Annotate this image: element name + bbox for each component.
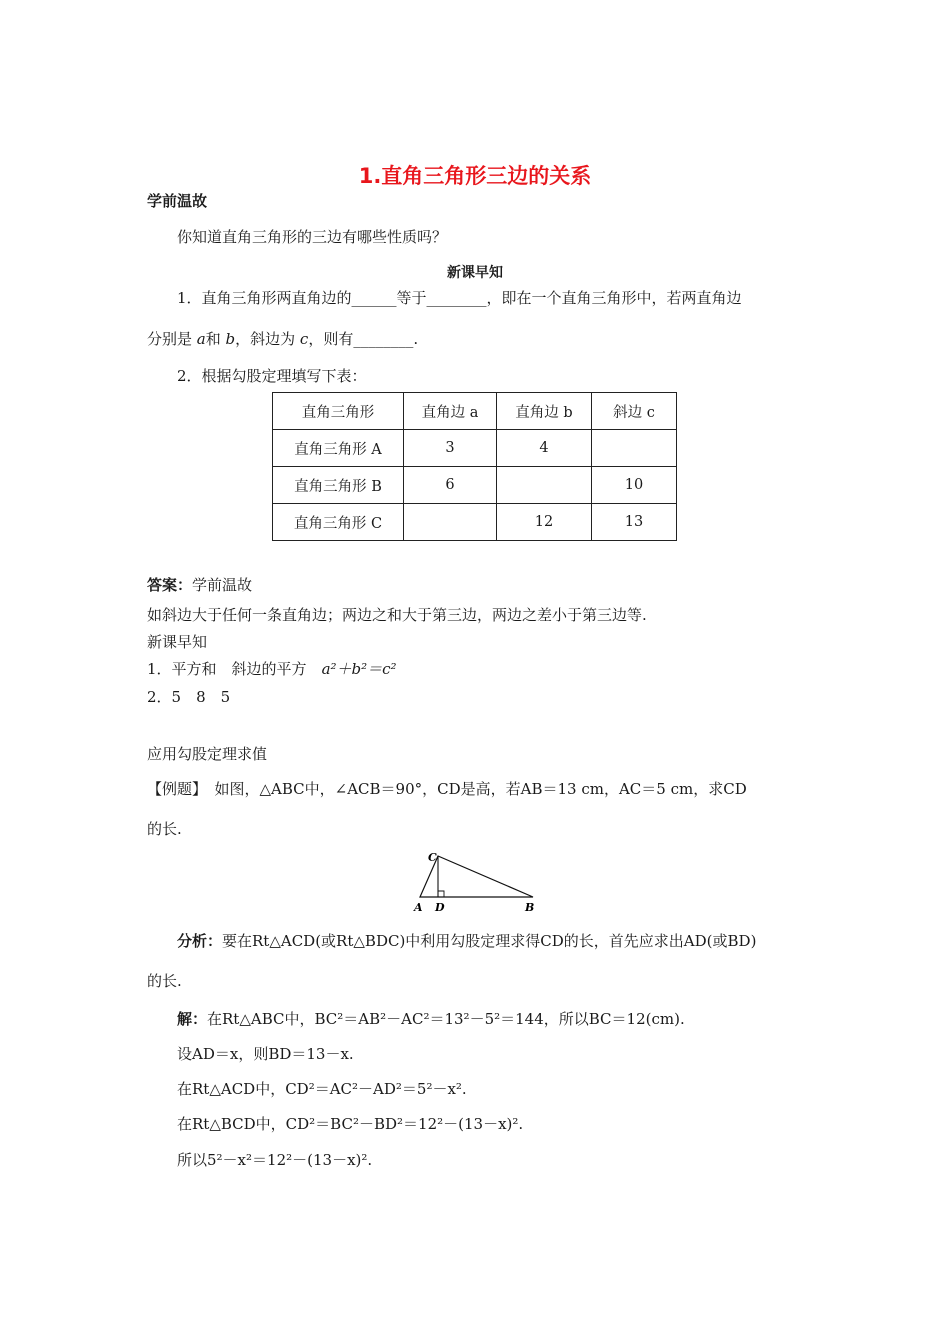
solution-line3: 在Rt△ACD中，CD²＝AC²－AD²＝5²－x².	[177, 1080, 467, 1098]
table-row	[273, 430, 677, 467]
solution-line4: 在Rt△BCD中，CD²＝BC²－BD²＝12²－(13－x)².	[177, 1115, 524, 1133]
label-a: A	[414, 901, 423, 914]
analysis-line1: 分析：要在Rt△ACD(或Rt△BDC)中利用勾股定理求得CD的长，首先应求出AD(或BD)	[177, 932, 757, 950]
table-header-row	[273, 393, 677, 430]
answers-line1: 如斜边大于任何一条直角边；两边之和大于第三边，两边之差小于第三边等.	[147, 606, 647, 624]
answers-line3: 1．平方和 斜边的平方 a²＋b²＝c²	[147, 660, 397, 678]
table-cell: 10	[592, 467, 677, 504]
answers-line2: 新课早知	[147, 633, 208, 651]
page-title: 1.直角三角形三边的关系	[358, 164, 592, 188]
table-header-cell: 斜边 c	[592, 393, 677, 430]
table-cell	[404, 504, 497, 541]
table-cell: 4	[497, 430, 592, 467]
table-cell: 3	[404, 430, 497, 467]
table-cell: 12	[497, 504, 592, 541]
answers-line4: 2．5 8 5	[147, 688, 231, 706]
table-header-cell: 直角边 b	[497, 393, 592, 430]
table-cell: 直角三角形 C	[273, 504, 404, 541]
table-cell: 直角三角形 B	[273, 467, 404, 504]
table-row	[273, 467, 677, 504]
solution-line1: 解：在Rt△ABC中，BC²＝AB²－AC²＝13²－5²＝144，所以BC＝12(cm).	[177, 1010, 685, 1028]
table-row	[273, 504, 677, 541]
table-cell	[592, 430, 677, 467]
new-lesson-heading: 新课早知	[447, 265, 503, 281]
example-line1: 【例题】 如图，△ABC中，∠ACB＝90°，CD是高，若AB＝13 cm，AC＝5 cm，求CD	[147, 780, 747, 798]
solution-line5: 所以5²－x²＝12²－(13－x)².	[177, 1151, 373, 1169]
new-lesson-item2: 2．根据勾股定理填写下表：	[177, 367, 367, 385]
example-section-title: 应用勾股定理求值	[147, 745, 268, 763]
label-d: D	[435, 901, 445, 914]
table-cell: 6	[404, 467, 497, 504]
triangle-abc	[420, 856, 533, 897]
answers-heading: 答案：学前温故	[147, 576, 253, 594]
new-lesson-item1-line2: 分别是 a和 b，斜边为 c，则有________.	[147, 330, 419, 348]
right-angle-mark	[438, 891, 444, 897]
example-line2: 的长.	[147, 820, 182, 838]
triangle-figure	[410, 850, 550, 916]
pythagoras-table	[272, 392, 677, 541]
table-header-cell: 直角边 a	[404, 393, 497, 430]
table-cell: 13	[592, 504, 677, 541]
preview-heading: 学前温故	[147, 192, 208, 210]
table-header-cell: 直角三角形	[273, 393, 404, 430]
solution-line2: 设AD＝x，则BD＝13－x.	[177, 1045, 354, 1063]
table-cell	[497, 467, 592, 504]
label-c: C	[428, 851, 437, 864]
preview-question: 你知道直角三角形的三边有哪些性质吗？	[177, 228, 448, 246]
table-cell: 直角三角形 A	[273, 430, 404, 467]
analysis-line2: 的长.	[147, 972, 182, 990]
new-lesson-item1-line1: 1．直角三角形两直角边的______等于________，即在一个直角三角形中，若两直角边	[177, 289, 742, 307]
label-b: B	[525, 901, 535, 914]
